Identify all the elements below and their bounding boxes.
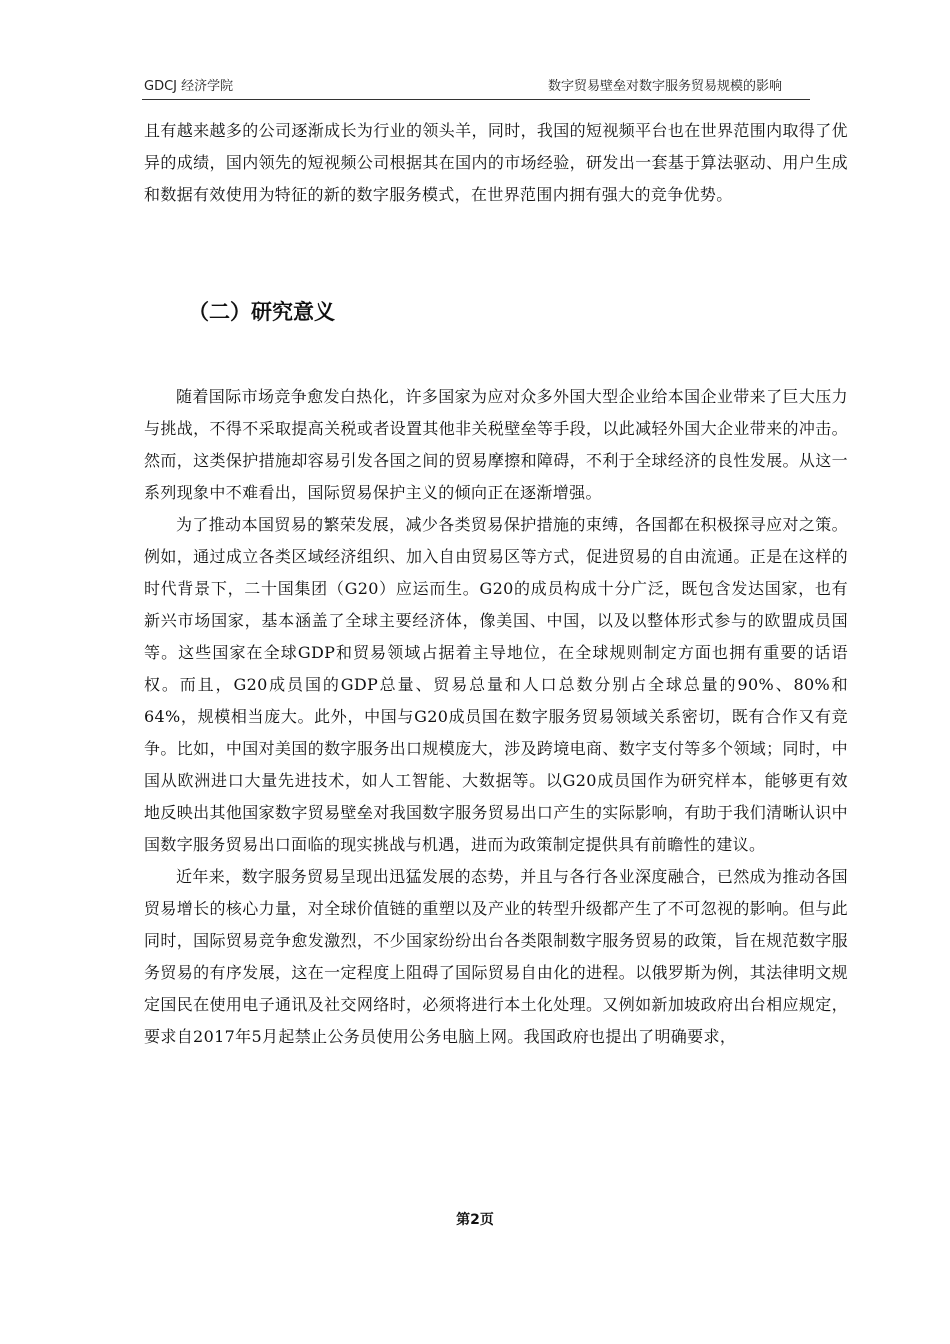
section-heading: （二）研究意义 [188,300,335,324]
intro-continuation-paragraph: 且有越来越多的公司逐渐成长为行业的领头羊，同时，我国的短视频平台也在世界范围内取得了优异的成绩，国内领先的短视频公司根据其在国内的市场经验，研发出一套基于算法驱动、用户生成和数据有效使用为特征的新的数字服务模式，在世界范围内拥有强大的竞争优势。 [144,121,848,204]
body-paragraph: 随着国际市场竞争愈发白热化，许多国家为应对众多外国大型企业给本国企业带来了巨大压力与挑战，不得不采取提高关税或者设置其他非关税壁垒等手段，以此减轻外国大企业带来的冲击。然而，这类保护措施却容易引发各国之间的贸易摩擦和障碍，不利于全球经济的良性发展。从这一系列现象中不难看出，国际贸易保护主义的倾向正在逐渐增强。 [144,387,848,502]
research-significance-body [144,381,848,1053]
body-paragraph: 近年来，数字服务贸易呈现出迅猛发展的态势，并且与各行各业深度融合，已然成为推动各国贸易增长的核心力量，对全球价值链的重塑以及产业的转型升级都产生了不可忽视的影响。但与此同时，国际贸易竞争愈发激烈，不少国家纷纷出台各类限制数字服务贸易的政策，旨在规范数字服务贸易的有序发展，这在一定程度上阻碍了国际贸易自由化的进程。以俄罗斯为例，其法律明文规定国民在使用电子通讯及社交网络时，必须将进行本土化处理。又例如新加坡政府出台相应规定，要求自2017年5月起禁止公务员使用公务电脑上网。我国政府也提出了明确要求， [144,867,848,1046]
page-number: 第2页 [456,1212,494,1228]
intro-continuation-block [144,115,848,211]
header-thesis-title: 数字贸易壁垒对数字服务贸易规模的影响 [547,79,782,94]
header-institution: GDCJ 经济学院 [144,79,234,94]
body-paragraph: 为了推动本国贸易的繁荣发展，减少各类贸易保护措施的束缚，各国都在积极探寻应对之策。例如，通过成立各类区域经济组织、加入自由贸易区等方式，促进贸易的自由流通。正是在这样的时代背景下，二十国集团（G20）应运而生。G20的成员构成十分广泛，既包含发达国家，也有新兴市场国家，基本涵盖了全球主要经济体，像美国、中国，以及以整体形式参与的欧盟成员国等。这些国家在全球GDP和贸易领域占据着主导地位，在全球规则制定方面也拥有重要的话语权。而且，G20成员国的GDP总量、贸易总量和人口总数分别占全球总量的90%、80%和64%，规模相当庞大。此外，中国与G20成员国在数字服务贸易领域关系密切，既有合作又有竞争。比如，中国对美国的数字服务出口规模庞大，涉及跨境电商、数字支付等多个领域；同时，中国从欧洲进口大量先进技术，如人工智能、大数据等。以G20成员国作为研究样本，能够更有效地反映出其他国家数字贸易壁垒对我国数字服务贸易出口产生的实际影响，有助于我们清晰认识中国数字服务贸易出口面临的现实挑战与机遇，进而为政策制定提供具有前瞻性的建议。 [144,515,848,854]
running-header [142,78,810,102]
header-divider [142,99,810,100]
